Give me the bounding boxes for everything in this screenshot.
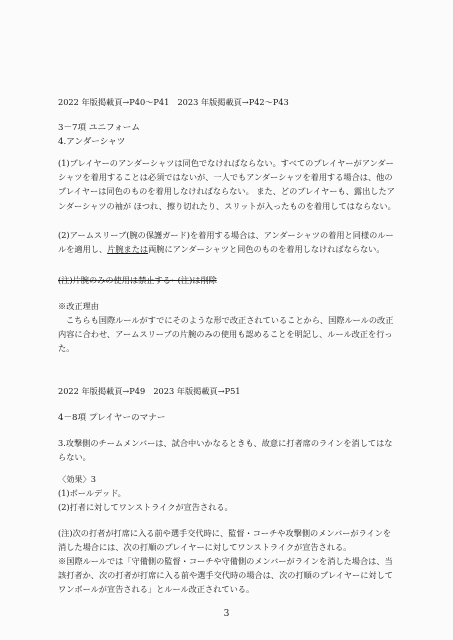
page-reference-2022-2023: 2022 年版掲載頁→P40～P41 2023 年版掲載頁→P42～P43 xyxy=(58,97,289,107)
struck-note: (注)片腕のみの使用は禁止する←(注)は削除 xyxy=(58,275,217,285)
rule-2-text-a: (2)アームスリーブ(腕の保護ガード)を着用する場合は、アンダーシャツの着用と同様のルールを適用し、 xyxy=(58,230,394,255)
rule-paragraph-2 xyxy=(58,228,398,256)
effect-heading: 〈効果〉3 xyxy=(58,474,96,484)
effect-item-1: (1)ボールデッド。 xyxy=(58,488,126,498)
rule-2-text-b: 両腕にアンダーシャツと同色のものを着用しなければならない。 xyxy=(148,244,385,255)
section-heading-uniform: 3－7項 ユニフォーム xyxy=(58,123,140,133)
subsection-heading-undershirt: 4.アンダーシャツ xyxy=(58,137,126,147)
note-paragraph: (注)次の打者が打席に入る前や選手交代時に、監督・コーチや攻撃側のメンバーがラインを消した場合には、次の打順のプレイヤーに対してワンストライクが宣告される。 xyxy=(58,528,392,553)
page-reference-2: 2022 年版掲載頁→P49 2023 年版掲載頁→P51 xyxy=(58,386,241,396)
rule-2-underlined-text: 片腕または xyxy=(107,244,149,255)
international-rule-note: ※国際ルールでは「守備側の監督・コーチや守備側のメンバーがラインを消した場合は、当該打者か、次の打者が打席に入る前や選手交代時の場合は、次の打順のプレイヤーに対してワンボールが宣告される」とルール改正されている。 xyxy=(58,556,393,595)
effect-item-2: (2)打者に対してワンストライクが宣告される。 xyxy=(58,502,233,512)
reason-paragraph: こちらも国際ルールがすでにそのような形で改正されていることから、国際ルールの改正内容に合わせ、アームスリーブの片腕のみの使用も認めることを明記し、ルール改正を行った。 xyxy=(58,315,394,354)
section-heading-manners: 4－8項 プレイヤーのマナー xyxy=(58,413,166,423)
reason-heading: ※改正理由 xyxy=(58,301,99,311)
page-number: 3 xyxy=(223,609,230,619)
rule-paragraph-1: (1)プレイヤーのアンダーシャツは同色でなければならない。すべてのプレイヤーがアンダーシャツを着用することは必須ではないが、一人でもアンダーシャツを着用する場合は、他のプレイヤーは同色のものを着用しなければならない。 また、どのプレイヤーも、露出したアンダーシャツの袖が ほつれ、擦り切れたり、スリットが入ったものを着用してはならない。 xyxy=(58,158,396,211)
rule-paragraph-3: 3.攻撃側のチームメンバーは、試合中いかなるときも、故意に打者席のラインを消してはならない。 xyxy=(58,438,393,463)
